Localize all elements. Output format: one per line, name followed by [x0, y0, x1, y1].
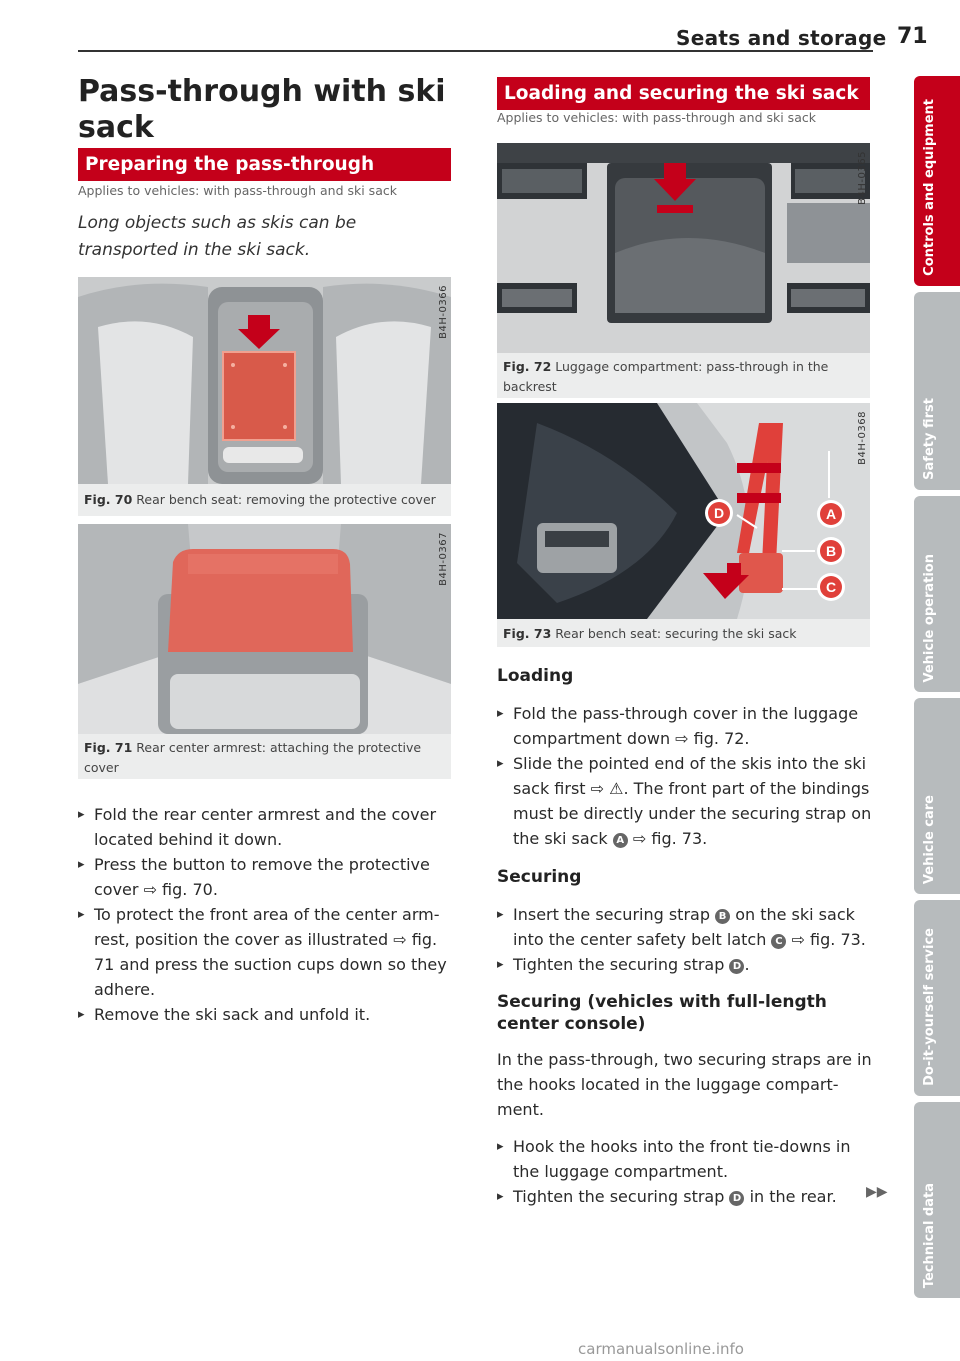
figure-71-code: B4H-0367 — [438, 532, 449, 586]
section-heading-loading: Loading and securing the ski sack — [497, 77, 870, 110]
tab-do-it-yourself[interactable] — [914, 900, 960, 1096]
figure-70-caption-text: Rear bench seat: removing the protective cover — [136, 492, 436, 507]
figure-73-code: B4H-0368 — [857, 411, 868, 465]
intro-text: Long objects such as skis can be transported in the ski sack. — [78, 213, 357, 260]
figure-71 — [78, 524, 451, 779]
marker-D-inline: D — [729, 959, 744, 974]
securing-step-ref: ⇨ fig. 73. — [791, 930, 866, 949]
subhead-loading: Loading — [497, 666, 574, 686]
header-rule — [78, 50, 873, 52]
figure-72-label: Fig. 72 — [503, 359, 552, 374]
loading-step — [497, 751, 873, 851]
marker-A — [817, 500, 845, 528]
tab-technical-data[interactable] — [914, 1102, 960, 1298]
securing-step — [497, 952, 873, 977]
subhead-securing: Securing — [497, 867, 582, 887]
console-step — [497, 1184, 873, 1209]
left-step: ▸ To protect the front area of the center armrest, position the cover as illustrated ⇨ fig. 71 and press the suction cups down so they adhere. — [78, 902, 454, 1002]
figure-70 — [78, 277, 451, 516]
figure-73 — [497, 403, 870, 647]
page-number: 71 — [897, 24, 928, 49]
marker-C — [817, 573, 845, 601]
marker-D-inline: D — [729, 1191, 744, 1206]
figure-70-image — [78, 277, 451, 484]
tab-label: Controls and equipment — [922, 99, 937, 276]
marker-B-label: B — [825, 543, 837, 559]
left-step: ▸ Press the button to remove the protective cover ⇨ fig. 70. — [78, 852, 454, 902]
figure-71-caption-text: Rear center armrest: attaching the protective cover — [84, 740, 422, 775]
figure-72-image — [497, 143, 870, 353]
marker-D-label: D — [713, 505, 725, 521]
console-step: ▸ Hook the hooks into the front tie-downs in the luggage compartment. — [497, 1134, 873, 1184]
tab-controls[interactable] — [914, 76, 960, 286]
figure-73-label: Fig. 73 — [503, 626, 552, 641]
figure-73-image — [497, 403, 870, 619]
loading-steps — [497, 701, 873, 851]
tab-label: Technical data — [922, 1182, 937, 1288]
applies-note-left: Applies to vehicles: with pass-through and ski sack — [78, 183, 397, 198]
tab-label: Do-it-yourself service — [922, 928, 937, 1086]
marker-A-label: A — [825, 506, 837, 522]
figure-73-caption — [503, 624, 864, 644]
marker-C-inline: C — [771, 934, 786, 949]
marker-D — [705, 499, 733, 527]
securing-step-text: Insert the securing strap — [513, 905, 710, 924]
watermark: carmanualsonline.info — [578, 1340, 744, 1358]
tab-label: Vehicle care — [922, 794, 937, 884]
main-heading: Pass-through with ski sack — [78, 74, 446, 145]
securing-step — [497, 902, 873, 952]
figure-71-label: Fig. 71 — [84, 740, 133, 755]
figure-70-code: B4H-0366 — [438, 285, 449, 339]
tab-safety-first[interactable] — [914, 292, 960, 490]
tab-label: Vehicle operation — [922, 553, 937, 682]
console-steps — [497, 1134, 873, 1209]
securing-step-end: . — [744, 955, 750, 974]
figure-72-caption — [503, 357, 864, 397]
applies-note-right: Applies to vehicles: with pass-through and ski sack — [497, 110, 816, 125]
loading-step: ▸ Fold the pass-through cover in the luggage compartment down ⇨ fig. 72. — [497, 701, 873, 751]
figure-70-caption — [84, 490, 445, 510]
section-heading-preparing: Preparing the pass-through — [78, 148, 451, 181]
securing-step-text: Tighten the securing strap — [513, 955, 725, 974]
marker-A-inline: A — [613, 833, 628, 848]
console-step-end: in the rear. — [749, 1187, 837, 1206]
subhead-console: Securing (vehicles with full-length center console) — [497, 992, 827, 1034]
figure-72-caption-text: Luggage compartment: pass-through in the backrest — [503, 359, 829, 394]
marker-B-inline: B — [715, 909, 730, 924]
figure-73-caption-text: Rear bench seat: securing the ski sack — [555, 626, 797, 641]
securing-step-text: on the ski sack into the center safety belt latch — [513, 905, 855, 949]
console-step-text: Tighten the securing strap — [513, 1187, 725, 1206]
figure-72-code: B4H-0365 — [857, 151, 868, 205]
tab-vehicle-care[interactable] — [914, 698, 960, 894]
securing-steps — [497, 902, 873, 977]
marker-B — [817, 537, 845, 565]
left-step: ▸ Remove the ski sack and unfold it. — [78, 1002, 454, 1027]
console-paragraph: In the pass-through, two securing straps are in the hooks located in the luggage compartment. — [497, 1050, 872, 1119]
figure-71-caption — [84, 738, 445, 778]
right-instructions — [497, 664, 873, 1209]
figure-71-image — [78, 524, 451, 734]
continued-arrow-icon: ▶▶ — [866, 1184, 888, 1200]
left-steps-list — [78, 802, 454, 1027]
loading-step-ref: ⇨ fig. 73. — [632, 829, 708, 848]
tab-vehicle-operation[interactable] — [914, 496, 960, 692]
marker-C-label: C — [825, 579, 837, 595]
running-header-title: Seats and storage — [676, 26, 887, 50]
left-instructions — [78, 802, 454, 1027]
tab-label: Safety first — [922, 398, 937, 480]
left-step: ▸ Fold the rear center armrest and the cover located behind it down. — [78, 802, 454, 852]
loading-step-text: Slide the pointed end of the skis into the ski sack first ⇨ ⚠. The front part of the bindings must be directly under the securing strap on the ski sack — [513, 754, 872, 848]
figure-72 — [497, 143, 870, 398]
figure-70-label: Fig. 70 — [84, 492, 133, 507]
